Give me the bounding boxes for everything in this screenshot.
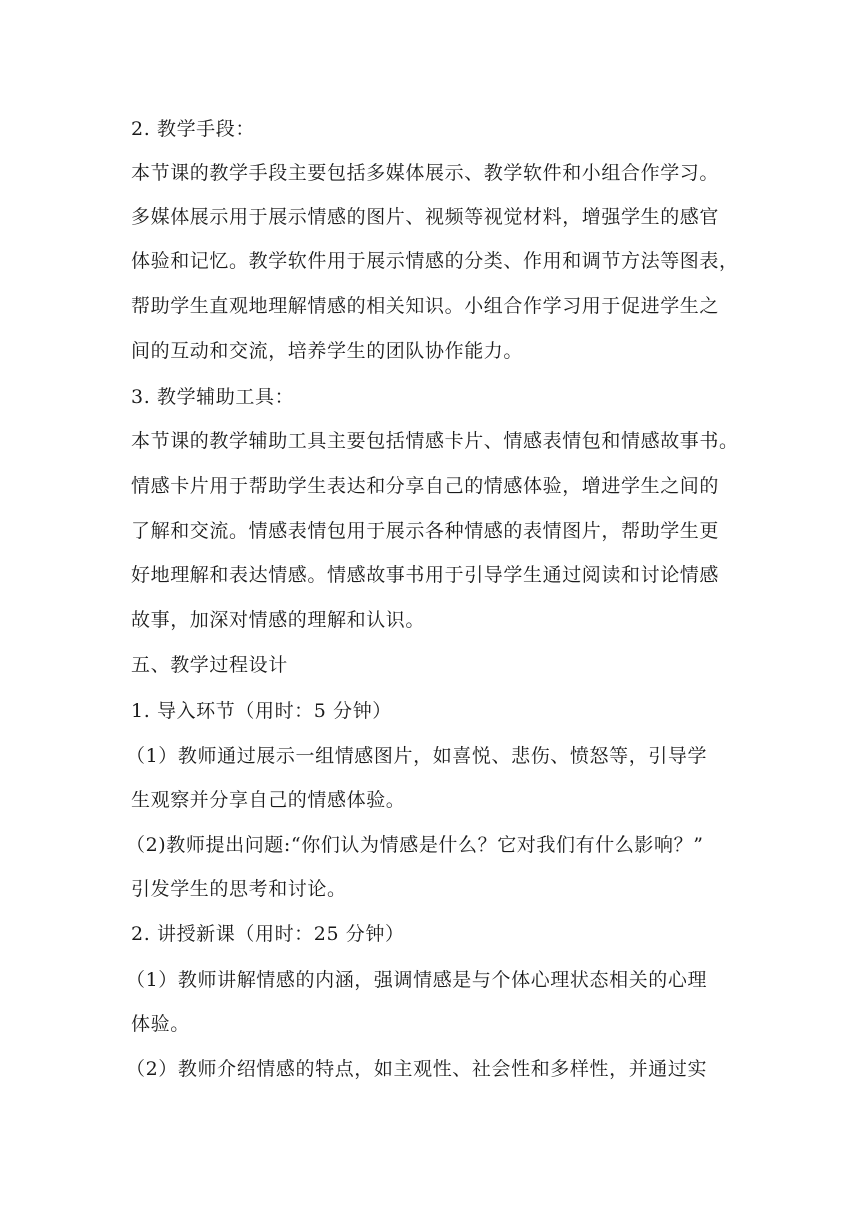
paragraph-line: 体验和记忆。教学软件用于展示情感的分类、作用和调节方法等图表，: [131, 250, 739, 272]
paragraph-line: 故事，加深对情感的理解和认识。: [131, 609, 426, 631]
subheading-new-lesson: 2. 讲授新课（用时：25 分钟）: [131, 923, 405, 945]
list-item-line: （1）教师通过展示一组情感图片，如喜悦、悲伤、愤怒等，引导学: [126, 745, 708, 767]
paragraph-line: 本节课的教学辅助工具主要包括情感卡片、情感表情包和情感故事书。: [131, 430, 739, 452]
section-heading-teaching-means: 2. 教学手段：: [131, 118, 255, 140]
list-item-line: 引发学生的思考和讨论。: [131, 878, 347, 900]
paragraph-line: 情感卡片用于帮助学生表达和分享自己的情感体验，增进学生之间的: [131, 475, 720, 497]
paragraph-line: 本节课的教学手段主要包括多媒体展示、教学软件和小组合作学习。: [131, 162, 720, 184]
list-item-line: （1）教师讲解情感的内涵，强调情感是与个体心理状态相关的心理: [126, 969, 708, 991]
paragraph-line: 好地理解和表达情感。情感故事书用于引导学生通过阅读和讨论情感: [131, 564, 720, 586]
paragraph-line: 了解和交流。情感表情包用于展示各种情感的表情图片，帮助学生更: [131, 520, 720, 542]
list-item-line: （2)教师提出问题:“你们认为情感是什么？它对我们有什么影响？”: [126, 834, 704, 856]
section-heading-teaching-process: 五、教学过程设计: [131, 654, 288, 676]
paragraph-line: 多媒体展示用于展示情感的图片、视频等视觉材料，增强学生的感官: [131, 206, 720, 228]
list-item-line: （2）教师介绍情感的特点，如主观性、社会性和多样性，并通过实: [126, 1058, 708, 1080]
subheading-introduction: 1. 导入环节（用时：5 分钟）: [131, 700, 392, 722]
list-item-line: 生观察并分享自己的情感体验。: [131, 789, 406, 811]
paragraph-line: 帮助学生直观地理解情感的相关知识。小组合作学习用于促进学生之: [131, 295, 720, 317]
list-item-line: 体验。: [131, 1013, 190, 1035]
paragraph-line: 间的互动和交流，培养学生的团队协作能力。: [131, 340, 524, 362]
section-heading-teaching-aids: 3. 教学辅助工具：: [131, 386, 295, 408]
